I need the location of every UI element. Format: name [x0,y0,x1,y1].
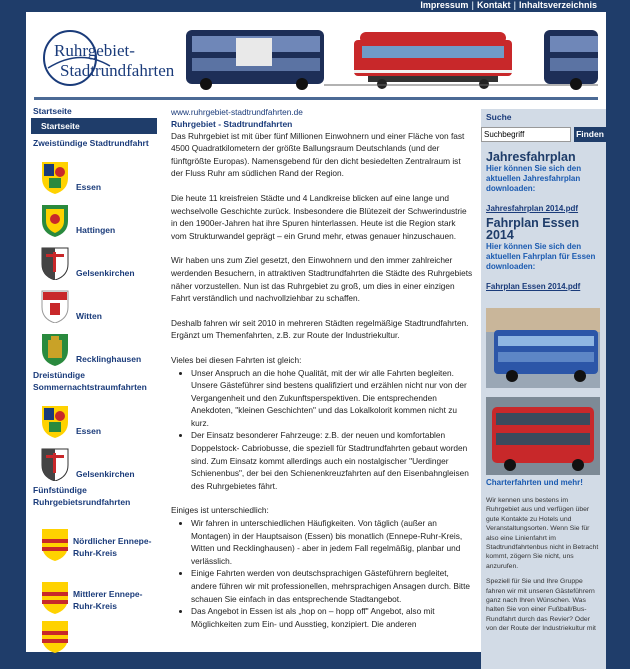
charter-text-2: Speziell für Sie und Ihre Gruppe fahren wir mit unseren Gästeführern ganz nach Ihren Wünschen. Was halten Sie von einer Fußball/Bus-Rundfahrt durch das Revier? Oder von der Route der Industriekultur mit [486,578,596,633]
jahresfahrplan-pdf-link[interactable]: Jahresfahrplan 2014.pdf [486,204,579,213]
logo-line1: Ruhrgebiet- [54,41,135,60]
since-2010-paragraph: Deshalb fahren wir seit 2010 in mehreren Städten regelmäßige Stadtrundfahrten. Ergänzt um Themenfahrten, z.B. zur Route der Industriekultur. [171,317,469,341]
same-heading: Vieles bei diesen Fahrten ist gleich: [171,354,302,365]
ennepe-ruhr-crest-icon [40,527,69,561]
nav-item-recklinghausen[interactable]: Recklinghausen [26,323,162,366]
page-container [26,12,606,652]
nav-startseite-link[interactable]: Startseite [33,106,72,116]
blue-bus-photo [486,308,600,388]
kontakt-link[interactable]: Kontakt [476,0,511,10]
site-url: www.ruhrgebiet-stadtrundfahrten.de [171,107,303,117]
gelsenkirchen-crest-icon [40,246,70,280]
ennepe-ruhr-crest-icon [40,580,69,614]
nav-item-mittlerer-ennepe[interactable]: Mittlerer Ennepe-Ruhr-Kreis [26,561,162,614]
site-logo[interactable] [40,28,178,88]
top-links: Impressum | Kontakt | Inhaltsverzeichnis [420,0,597,10]
nav-section-fuenfstuendig[interactable]: Fünfstündige Ruhrgebietsrundfahrten [33,485,131,507]
header [34,22,598,100]
nav-item-noerdlicher-ennepe[interactable]: Nördlicher Ennepe-Ruhr-Kreis [26,510,162,561]
hattingen-crest-icon [40,203,70,237]
charter-heading: Charterfahrten und mehr! [486,478,583,487]
list-item: • Das Angebot in Essen ist als „hop on – hopp off" Angebot, also mit Möglichkeiten zum Ein- und Ausstieg, konzipiert. Die anderen [191,605,473,630]
jahresfahrplan-text: Hier können Sie sich den aktuellen Jahresfahrplan downloaden: [486,164,582,193]
witten-crest-icon [40,289,70,323]
jahresfahrplan-title: Jahresfahrplan [486,150,576,164]
essen-crest-icon [40,404,70,438]
ennepe-ruhr-crest-icon [40,619,70,653]
fahrplan-essen-text: Hier können Sie sich den aktuellen Fahrplan für Essen downloaden: [486,242,596,271]
nav-item-gelsenkirchen-sommer[interactable]: Gelsenkirchen [26,438,162,481]
list-item: • Einige Fahrten werden von deutschsprachigen Gästeführern begleitet, andere führen wir mit professionellen, mehrsprachigen Ansagen durch. Bitte schauen Sie einfach in das entsprechende Stadtangebot. [191,567,473,605]
search-button[interactable]: Finden [574,127,606,142]
recklinghausen-crest-icon [40,332,70,366]
nav-section-dreistuendig[interactable]: Dreistündige Sommernachtstraumfahrten [33,370,147,392]
nav-item-ennepe-3[interactable] [26,614,162,653]
essen-crest-icon [40,160,70,194]
list-item: • Wir fahren in unterschiedlichen Häufigkeiten. Von täglich (außer an Montagen) in der Hauptsaison (Essen) bis monatlich (Ennepe-Ruhr-Kreis, Witten und Recklinghausen) - aber in jedem Fall regelmäßig, planbar und verlässlich. [191,517,473,567]
same-list [171,367,473,493]
impressum-link[interactable]: Impressum [420,0,469,10]
right-sidebar [481,109,606,669]
search-box [481,127,606,145]
fahrplan-essen-title: Fahrplan Essen 2014 [486,216,580,242]
charter-text-1: Wir kennen uns bestens im Ruhrgebiet aus und verfügen über gute Kontakte zu Hotels und Veranstaltungsorten. Wenn Sie für also eine Linienfahrt im Stadtrundfahrtenbus nicht in Betracht kommt, zögern Sie nicht, uns anzurufen. [486,497,599,570]
nav-item-gelsenkirchen[interactable]: Gelsenkirchen [26,237,162,280]
header-bus-banner [184,26,598,90]
list-item: • Unser Anspruch an die hohe Qualität, mit der wir alle Fahrten begleiten. Unsere Gästeführer sind bestens qualifiziert und erzählen nicht nur von der Vergangenheit und den Zukunftsperspektiven. Die entsprechenden Anekdoten, "kleinen Geschichten" und das Lokalkolorit kommen nicht zu kurz. [191,367,473,430]
history-paragraph: Die heute 11 kreisfreien Städte und 4 Landkreise blicken auf eine lange und wechselvolle Geschichte zurück. Insbesondere die Blütezeit der Schwerindustrie in den 1900er-Jahren hat ihre Spuren hinterlassen. Heute ist die Region stark vom Strukturwandel geprägt – ein Grund mehr, etwas genauer hinzuschauen. [171,192,467,241]
nav-item-essen[interactable]: Essen [26,151,162,194]
red-bus-photo [486,397,600,475]
goal-paragraph: Wir haben uns zum Ziel gesetzt, den Einwohnern und den immer zahlreicher werdenden Besuchern, in attraktiven Stadtrundfahrten die Städte des Ruhrgebiets näher vorzustellen. Nun ist das Ruhrgebiet zu groß, um dies in einer einzigen Fahrt verständlich und nachvollziehbar zu schaffen. [171,255,473,304]
fahrplan-essen-pdf-link[interactable]: Fahrplan Essen 2014.pdf [486,282,581,291]
intro-paragraph: Das Ruhrgebiet ist mit über fünf Millionen Einwohnern und einer Fläche von fast 4500 Quadratkilometern der größte Ballungsraum Deutschlands (und der fünftgrößte Europas). Namensgebend für den dicht besiedelten Zentralraum ist der Fluss Ruhr am südlichen Rand der Region. [171,130,465,179]
nav-item-witten[interactable]: Witten [26,280,162,323]
search-label: Suche [486,112,512,122]
main-content [171,106,473,642]
page-title: Ruhrgebiet - Stadtrundfahrten [171,118,293,129]
different-list [171,517,473,630]
search-input[interactable] [481,127,571,142]
gelsenkirchen-crest-icon [40,447,70,481]
list-item: • Der Einsatz besonderer Fahrzeuge: z.B. der neuen und komfortablen Doppelstock- Cabriobusse, die speziell für Stadtrundfahrten gebaut worden sind. Zum Einsatz kommt allerdings auch ein nostalgischer "Uerdinger Schienenbus", der bei den Schienenkreuzfahrten auf den Eisenbahngleisen des Ruhrgebietes fährt. [191,429,473,492]
inhaltsverzeichnis-link[interactable]: Inhaltsverzeichnis [518,0,597,10]
sidebar-nav [26,104,162,653]
nav-item-hattingen[interactable]: Hattingen [26,194,162,237]
nav-item-essen-sommer[interactable]: Essen [26,395,162,438]
different-heading: Einiges ist unterschiedlich: [171,505,269,516]
nav-startseite-active[interactable]: Startseite [31,118,157,134]
nav-section-zweistuendig[interactable]: Zweistündige Stadtrundfahrt [33,138,149,148]
logo-line2: Stadtrundfahrten [60,61,175,80]
